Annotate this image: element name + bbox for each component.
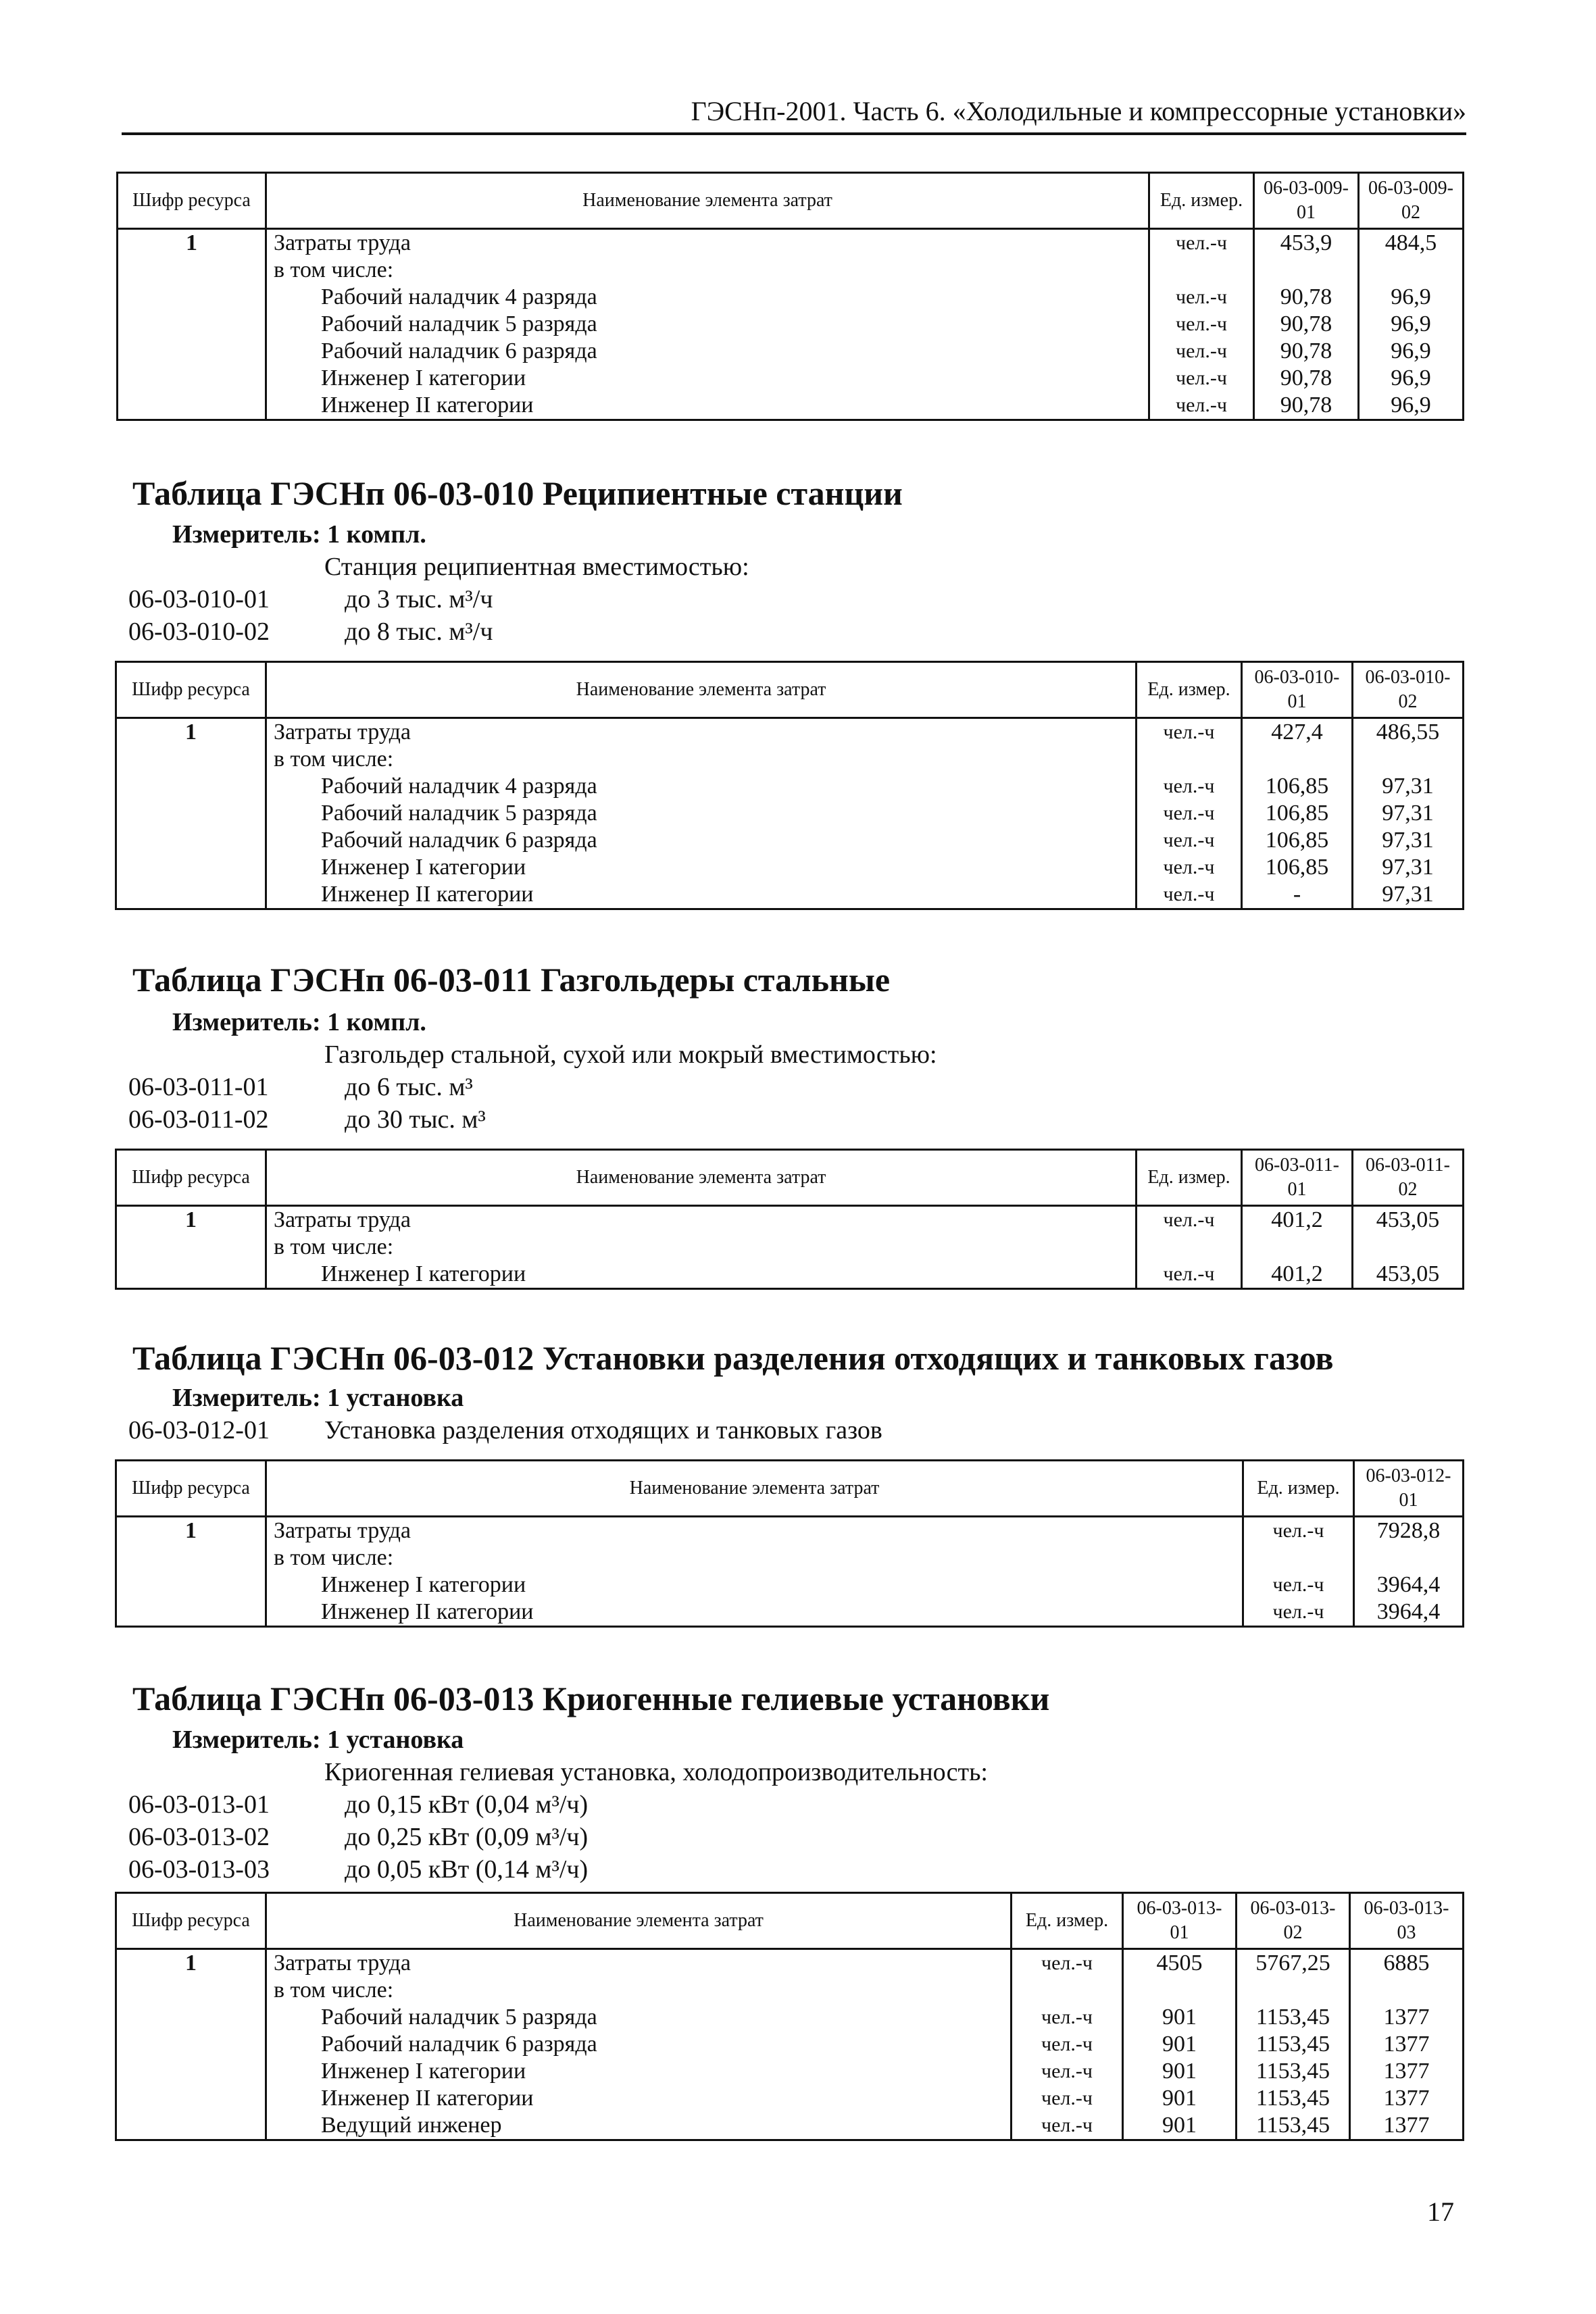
cost-element-name: Инженер I категории — [266, 2058, 1012, 2085]
table-row — [116, 800, 1464, 827]
cost-element-name: Рабочий наладчик 5 разряда — [266, 800, 1137, 827]
value-cell: 90,78 — [1254, 284, 1359, 311]
variant-description-010: Станция реципиентная вместимостью: — [324, 553, 749, 581]
cost-element-name: в том числе: — [266, 1234, 1137, 1261]
col-header-name: Наименование элемента затрат — [266, 1893, 1012, 1949]
resource-code — [116, 1977, 266, 2004]
value-cell: 901 — [1123, 2085, 1237, 2112]
value-cell: 901 — [1123, 2004, 1237, 2031]
unit-cell — [1243, 1544, 1354, 1571]
resource-code — [116, 2085, 266, 2112]
value-cell: 90,78 — [1254, 338, 1359, 365]
value-cell — [1353, 1234, 1464, 1261]
measure-unit-010: Измеритель: 1 компл. — [172, 520, 426, 549]
value-cell: 96,9 — [1359, 338, 1464, 365]
cost-element-name: Ведущий инженер — [266, 2112, 1012, 2140]
unit-cell: чел.-ч — [1137, 1206, 1242, 1234]
value-cell: 486,55 — [1353, 718, 1464, 747]
table-row — [116, 1517, 1464, 1545]
value-cell: 1153,45 — [1237, 2058, 1350, 2085]
resource-code — [116, 1571, 266, 1599]
resource-code — [116, 854, 266, 881]
resource-code: 1 — [116, 1517, 266, 1545]
col-header-variant: 06-03-012-01 — [1354, 1461, 1464, 1517]
variant-row — [128, 1072, 473, 1103]
variant-code: 06-03-011-01 — [128, 1073, 269, 1101]
unit-cell: чел.-ч — [1137, 773, 1242, 800]
value-cell: 3964,4 — [1354, 1599, 1464, 1627]
cost-element-name: в том числе: — [266, 257, 1149, 284]
cost-element-name: Затраты труда — [266, 718, 1137, 747]
col-header-variant: 06-03-013-02 — [1237, 1893, 1350, 1949]
cost-element-name: Затраты труда — [266, 1517, 1243, 1545]
table-row — [116, 854, 1464, 881]
table-row — [116, 2112, 1464, 2140]
value-cell: 1153,45 — [1237, 2112, 1350, 2140]
table-row — [116, 2085, 1464, 2112]
resource-table-013 — [115, 1892, 1464, 2141]
table-row — [116, 1977, 1464, 2004]
cost-element-name: Инженер I категории — [266, 365, 1149, 392]
unit-cell — [1137, 746, 1242, 773]
unit-cell: чел.-ч — [1012, 2004, 1123, 2031]
value-cell — [1254, 257, 1359, 284]
variant-description-013: Криогенная гелиевая установка, холодопроизводительность: — [324, 1758, 988, 1786]
value-cell: 427,4 — [1242, 718, 1353, 747]
unit-cell: чел.-ч — [1012, 2112, 1123, 2140]
table-row — [116, 2031, 1464, 2058]
variant-row — [128, 1789, 588, 1820]
resource-code — [116, 2112, 266, 2140]
resource-code — [116, 1544, 266, 1571]
cost-element-name: Рабочий наладчик 4 разряда — [266, 773, 1137, 800]
table-row — [118, 392, 1464, 420]
value-cell: 1377 — [1350, 2058, 1464, 2085]
resource-code — [116, 881, 266, 909]
cost-element-name: Инженер II категории — [266, 1599, 1243, 1627]
value-cell: 106,85 — [1242, 827, 1353, 854]
value-cell: 5767,25 — [1237, 1949, 1350, 1978]
unit-cell — [1012, 1977, 1123, 2004]
table-row — [116, 718, 1464, 747]
variant-row — [128, 1415, 882, 1446]
value-cell: 90,78 — [1254, 392, 1359, 420]
cost-element-name: в том числе: — [266, 746, 1137, 773]
variant-row — [128, 616, 493, 647]
unit-cell: чел.-ч — [1012, 2031, 1123, 2058]
resource-code: 1 — [116, 1206, 266, 1234]
unit-cell: чел.-ч — [1137, 854, 1242, 881]
variant-code: 06-03-010-02 — [128, 618, 270, 646]
value-cell: 1153,45 — [1237, 2004, 1350, 2031]
table-row — [116, 827, 1464, 854]
value-cell: 97,31 — [1353, 773, 1464, 800]
resource-code — [116, 2004, 266, 2031]
table-title-010: Таблица ГЭСНп 06-03-010 Реципиентные станции — [132, 474, 903, 512]
resource-table-009 — [116, 172, 1464, 421]
table-row — [116, 1571, 1464, 1599]
value-cell: 7928,8 — [1354, 1517, 1464, 1545]
col-header-variant: 06-03-013-03 — [1350, 1893, 1464, 1949]
table-title-011: Таблица ГЭСНп 06-03-011 Газгольдеры стальные — [132, 961, 891, 999]
table-row — [118, 365, 1464, 392]
unit-cell — [1149, 257, 1254, 284]
col-header-variant: 06-03-010-01 — [1242, 662, 1353, 718]
value-cell: 401,2 — [1242, 1261, 1353, 1289]
measure-unit-012: Измеритель: 1 установка — [172, 1384, 464, 1412]
value-cell: 1377 — [1350, 2004, 1464, 2031]
value-cell: - — [1242, 881, 1353, 909]
cost-element-name: Рабочий наладчик 6 разряда — [266, 2031, 1012, 2058]
table-row — [116, 1599, 1464, 1627]
unit-cell: чел.-ч — [1137, 718, 1242, 747]
value-cell: 1153,45 — [1237, 2085, 1350, 2112]
cost-element-name: Рабочий наладчик 5 разряда — [266, 311, 1149, 338]
col-header-code: Шифр ресурса — [116, 1461, 266, 1517]
value-cell: 1377 — [1350, 2085, 1464, 2112]
resource-code: 1 — [118, 229, 266, 257]
unit-cell: чел.-ч — [1149, 284, 1254, 311]
cost-element-name: Инженер II категории — [266, 392, 1149, 420]
resource-code — [118, 365, 266, 392]
table-row — [118, 338, 1464, 365]
cost-element-name: Рабочий наладчик 6 разряда — [266, 827, 1137, 854]
variant-code: 06-03-013-03 — [128, 1855, 270, 1884]
unit-cell: чел.-ч — [1137, 881, 1242, 909]
variant-text: до 30 тыс. м³ — [345, 1105, 486, 1134]
variant-text: до 3 тыс. м³/ч — [345, 585, 493, 613]
resource-code — [116, 773, 266, 800]
table-row — [116, 881, 1464, 909]
value-cell: 97,31 — [1353, 881, 1464, 909]
col-header-unit: Ед. измер. — [1149, 173, 1254, 229]
resource-table-011 — [115, 1149, 1464, 1290]
value-cell: 96,9 — [1359, 365, 1464, 392]
variant-code: 06-03-010-01 — [128, 585, 270, 613]
col-header-code: Шифр ресурса — [116, 1893, 266, 1949]
value-cell — [1237, 1977, 1350, 2004]
variant-row — [128, 584, 493, 615]
col-header-variant: 06-03-011-01 — [1242, 1150, 1353, 1206]
variant-code: 06-03-012-01 — [128, 1416, 270, 1444]
resource-code — [116, 1261, 266, 1289]
value-cell: 106,85 — [1242, 773, 1353, 800]
table-row — [118, 257, 1464, 284]
unit-cell: чел.-ч — [1012, 1949, 1123, 1978]
resource-code — [116, 800, 266, 827]
col-header-name: Наименование элемента затрат — [266, 173, 1149, 229]
col-header-name: Наименование элемента затрат — [266, 1150, 1137, 1206]
resource-code — [118, 257, 266, 284]
value-cell: 6885 — [1350, 1949, 1464, 1978]
col-header-variant: 06-03-010-02 — [1353, 662, 1464, 718]
value-cell: 97,31 — [1353, 800, 1464, 827]
value-cell: 97,31 — [1353, 827, 1464, 854]
cost-element-name: Рабочий наладчик 4 разряда — [266, 284, 1149, 311]
table-row — [116, 1234, 1464, 1261]
value-cell: 401,2 — [1242, 1206, 1353, 1234]
table-row — [116, 1949, 1464, 1978]
resource-table-010 — [115, 661, 1464, 910]
col-header-code: Шифр ресурса — [118, 173, 266, 229]
table-row — [116, 1261, 1464, 1289]
cost-element-name: Инженер II категории — [266, 881, 1137, 909]
value-cell — [1242, 1234, 1353, 1261]
value-cell: 3964,4 — [1354, 1571, 1464, 1599]
unit-cell: чел.-ч — [1137, 827, 1242, 854]
table-row — [116, 2004, 1464, 2031]
col-header-unit: Ед. измер. — [1137, 1150, 1242, 1206]
value-cell — [1353, 746, 1464, 773]
col-header-variant: 06-03-009-01 — [1254, 173, 1359, 229]
variant-text: до 0,05 кВт (0,14 м³/ч) — [345, 1855, 589, 1884]
cost-element-name: Рабочий наладчик 6 разряда — [266, 338, 1149, 365]
value-cell: 1153,45 — [1237, 2031, 1350, 2058]
resource-code — [116, 827, 266, 854]
value-cell: 453,9 — [1254, 229, 1359, 257]
value-cell — [1123, 1977, 1237, 2004]
value-cell: 106,85 — [1242, 854, 1353, 881]
variant-text: до 8 тыс. м³/ч — [345, 618, 493, 646]
variant-code: 06-03-011-02 — [128, 1105, 269, 1134]
table-title-013: Таблица ГЭСНп 06-03-013 Криогенные гелиевые установки — [132, 1680, 1050, 1717]
value-cell: 4505 — [1123, 1949, 1237, 1978]
col-header-name: Наименование элемента затрат — [266, 662, 1137, 718]
variant-row — [128, 1104, 486, 1135]
unit-cell — [1137, 1234, 1242, 1261]
cost-element-name: Инженер II категории — [266, 2085, 1012, 2112]
page-number: 17 — [1427, 2196, 1454, 2227]
value-cell: 96,9 — [1359, 392, 1464, 420]
col-header-code: Шифр ресурса — [116, 662, 266, 718]
resource-code — [116, 1599, 266, 1627]
resource-code — [116, 1234, 266, 1261]
cost-element-name: Затраты труда — [266, 229, 1149, 257]
cost-element-name: в том числе: — [266, 1977, 1012, 2004]
unit-cell: чел.-ч — [1012, 2058, 1123, 2085]
table-row — [116, 1544, 1464, 1571]
unit-cell: чел.-ч — [1243, 1571, 1354, 1599]
value-cell: 90,78 — [1254, 311, 1359, 338]
col-header-unit: Ед. измер. — [1012, 1893, 1123, 1949]
unit-cell: чел.-ч — [1149, 338, 1254, 365]
variant-text: до 0,25 кВт (0,09 м³/ч) — [345, 1823, 589, 1851]
cost-element-name: Рабочий наладчик 5 разряда — [266, 2004, 1012, 2031]
table-title-012: Таблица ГЭСНп 06-03-012 Установки разделения отходящих и танковых газов — [132, 1339, 1334, 1377]
measure-unit-013: Измеритель: 1 установка — [172, 1726, 464, 1754]
variant-code: 06-03-013-01 — [128, 1790, 270, 1819]
resource-table-012 — [115, 1459, 1464, 1628]
measure-unit-011: Измеритель: 1 компл. — [172, 1008, 426, 1036]
value-cell: 1377 — [1350, 2031, 1464, 2058]
resource-code — [116, 746, 266, 773]
table-row — [118, 284, 1464, 311]
cost-element-name: Инженер I категории — [266, 854, 1137, 881]
resource-code — [118, 284, 266, 311]
resource-code — [118, 392, 266, 420]
col-header-variant: 06-03-009-02 — [1359, 173, 1464, 229]
value-cell: 97,31 — [1353, 854, 1464, 881]
page-header: ГЭСНп-2001. Часть 6. «Холодильные и компрессорные установки» — [122, 95, 1466, 135]
col-header-name: Наименование элемента затрат — [266, 1461, 1243, 1517]
resource-code: 1 — [116, 1949, 266, 1978]
cost-element-name: Инженер I категории — [266, 1571, 1243, 1599]
value-cell: 453,05 — [1353, 1206, 1464, 1234]
value-cell: 1377 — [1350, 2112, 1464, 2140]
value-cell: 901 — [1123, 2112, 1237, 2140]
value-cell — [1350, 1977, 1464, 2004]
value-cell — [1354, 1544, 1464, 1571]
variant-row — [128, 1821, 588, 1853]
cost-element-name: Затраты труда — [266, 1949, 1012, 1978]
unit-cell: чел.-ч — [1137, 800, 1242, 827]
value-cell — [1359, 257, 1464, 284]
variant-description-011: Газгольдер стальной, сухой или мокрый вместимостью: — [324, 1040, 937, 1069]
cost-element-name: Инженер I категории — [266, 1261, 1137, 1289]
cost-element-name: в том числе: — [266, 1544, 1243, 1571]
resource-code — [116, 2058, 266, 2085]
table-row — [116, 1206, 1464, 1234]
table-row — [116, 2058, 1464, 2085]
col-header-unit: Ед. измер. — [1137, 662, 1242, 718]
table-row — [118, 311, 1464, 338]
value-cell: 106,85 — [1242, 800, 1353, 827]
value-cell — [1242, 746, 1353, 773]
table-row — [116, 746, 1464, 773]
unit-cell: чел.-ч — [1149, 365, 1254, 392]
variant-row — [128, 1854, 588, 1885]
value-cell: 484,5 — [1359, 229, 1464, 257]
unit-cell: чел.-ч — [1243, 1599, 1354, 1627]
col-header-variant: 06-03-013-01 — [1123, 1893, 1237, 1949]
variant-text: Установка разделения отходящих и танковых газов — [324, 1416, 882, 1444]
resource-code — [118, 338, 266, 365]
value-cell: 901 — [1123, 2058, 1237, 2085]
value-cell: 90,78 — [1254, 365, 1359, 392]
value-cell: 453,05 — [1353, 1261, 1464, 1289]
col-header-unit: Ед. измер. — [1243, 1461, 1354, 1517]
unit-cell: чел.-ч — [1149, 311, 1254, 338]
col-header-code: Шифр ресурса — [116, 1150, 266, 1206]
unit-cell: чел.-ч — [1243, 1517, 1354, 1545]
unit-cell: чел.-ч — [1012, 2085, 1123, 2112]
table-row — [116, 773, 1464, 800]
resource-code: 1 — [116, 718, 266, 747]
unit-cell: чел.-ч — [1137, 1261, 1242, 1289]
col-header-variant: 06-03-011-02 — [1353, 1150, 1464, 1206]
value-cell: 96,9 — [1359, 311, 1464, 338]
variant-text: до 0,15 кВт (0,04 м³/ч) — [345, 1790, 589, 1819]
unit-cell: чел.-ч — [1149, 229, 1254, 257]
value-cell: 901 — [1123, 2031, 1237, 2058]
variant-text: до 6 тыс. м³ — [345, 1073, 473, 1101]
resource-code — [118, 311, 266, 338]
unit-cell: чел.-ч — [1149, 392, 1254, 420]
value-cell: 96,9 — [1359, 284, 1464, 311]
cost-element-name: Затраты труда — [266, 1206, 1137, 1234]
table-row — [118, 229, 1464, 257]
resource-code — [116, 2031, 266, 2058]
variant-code: 06-03-013-02 — [128, 1823, 270, 1851]
